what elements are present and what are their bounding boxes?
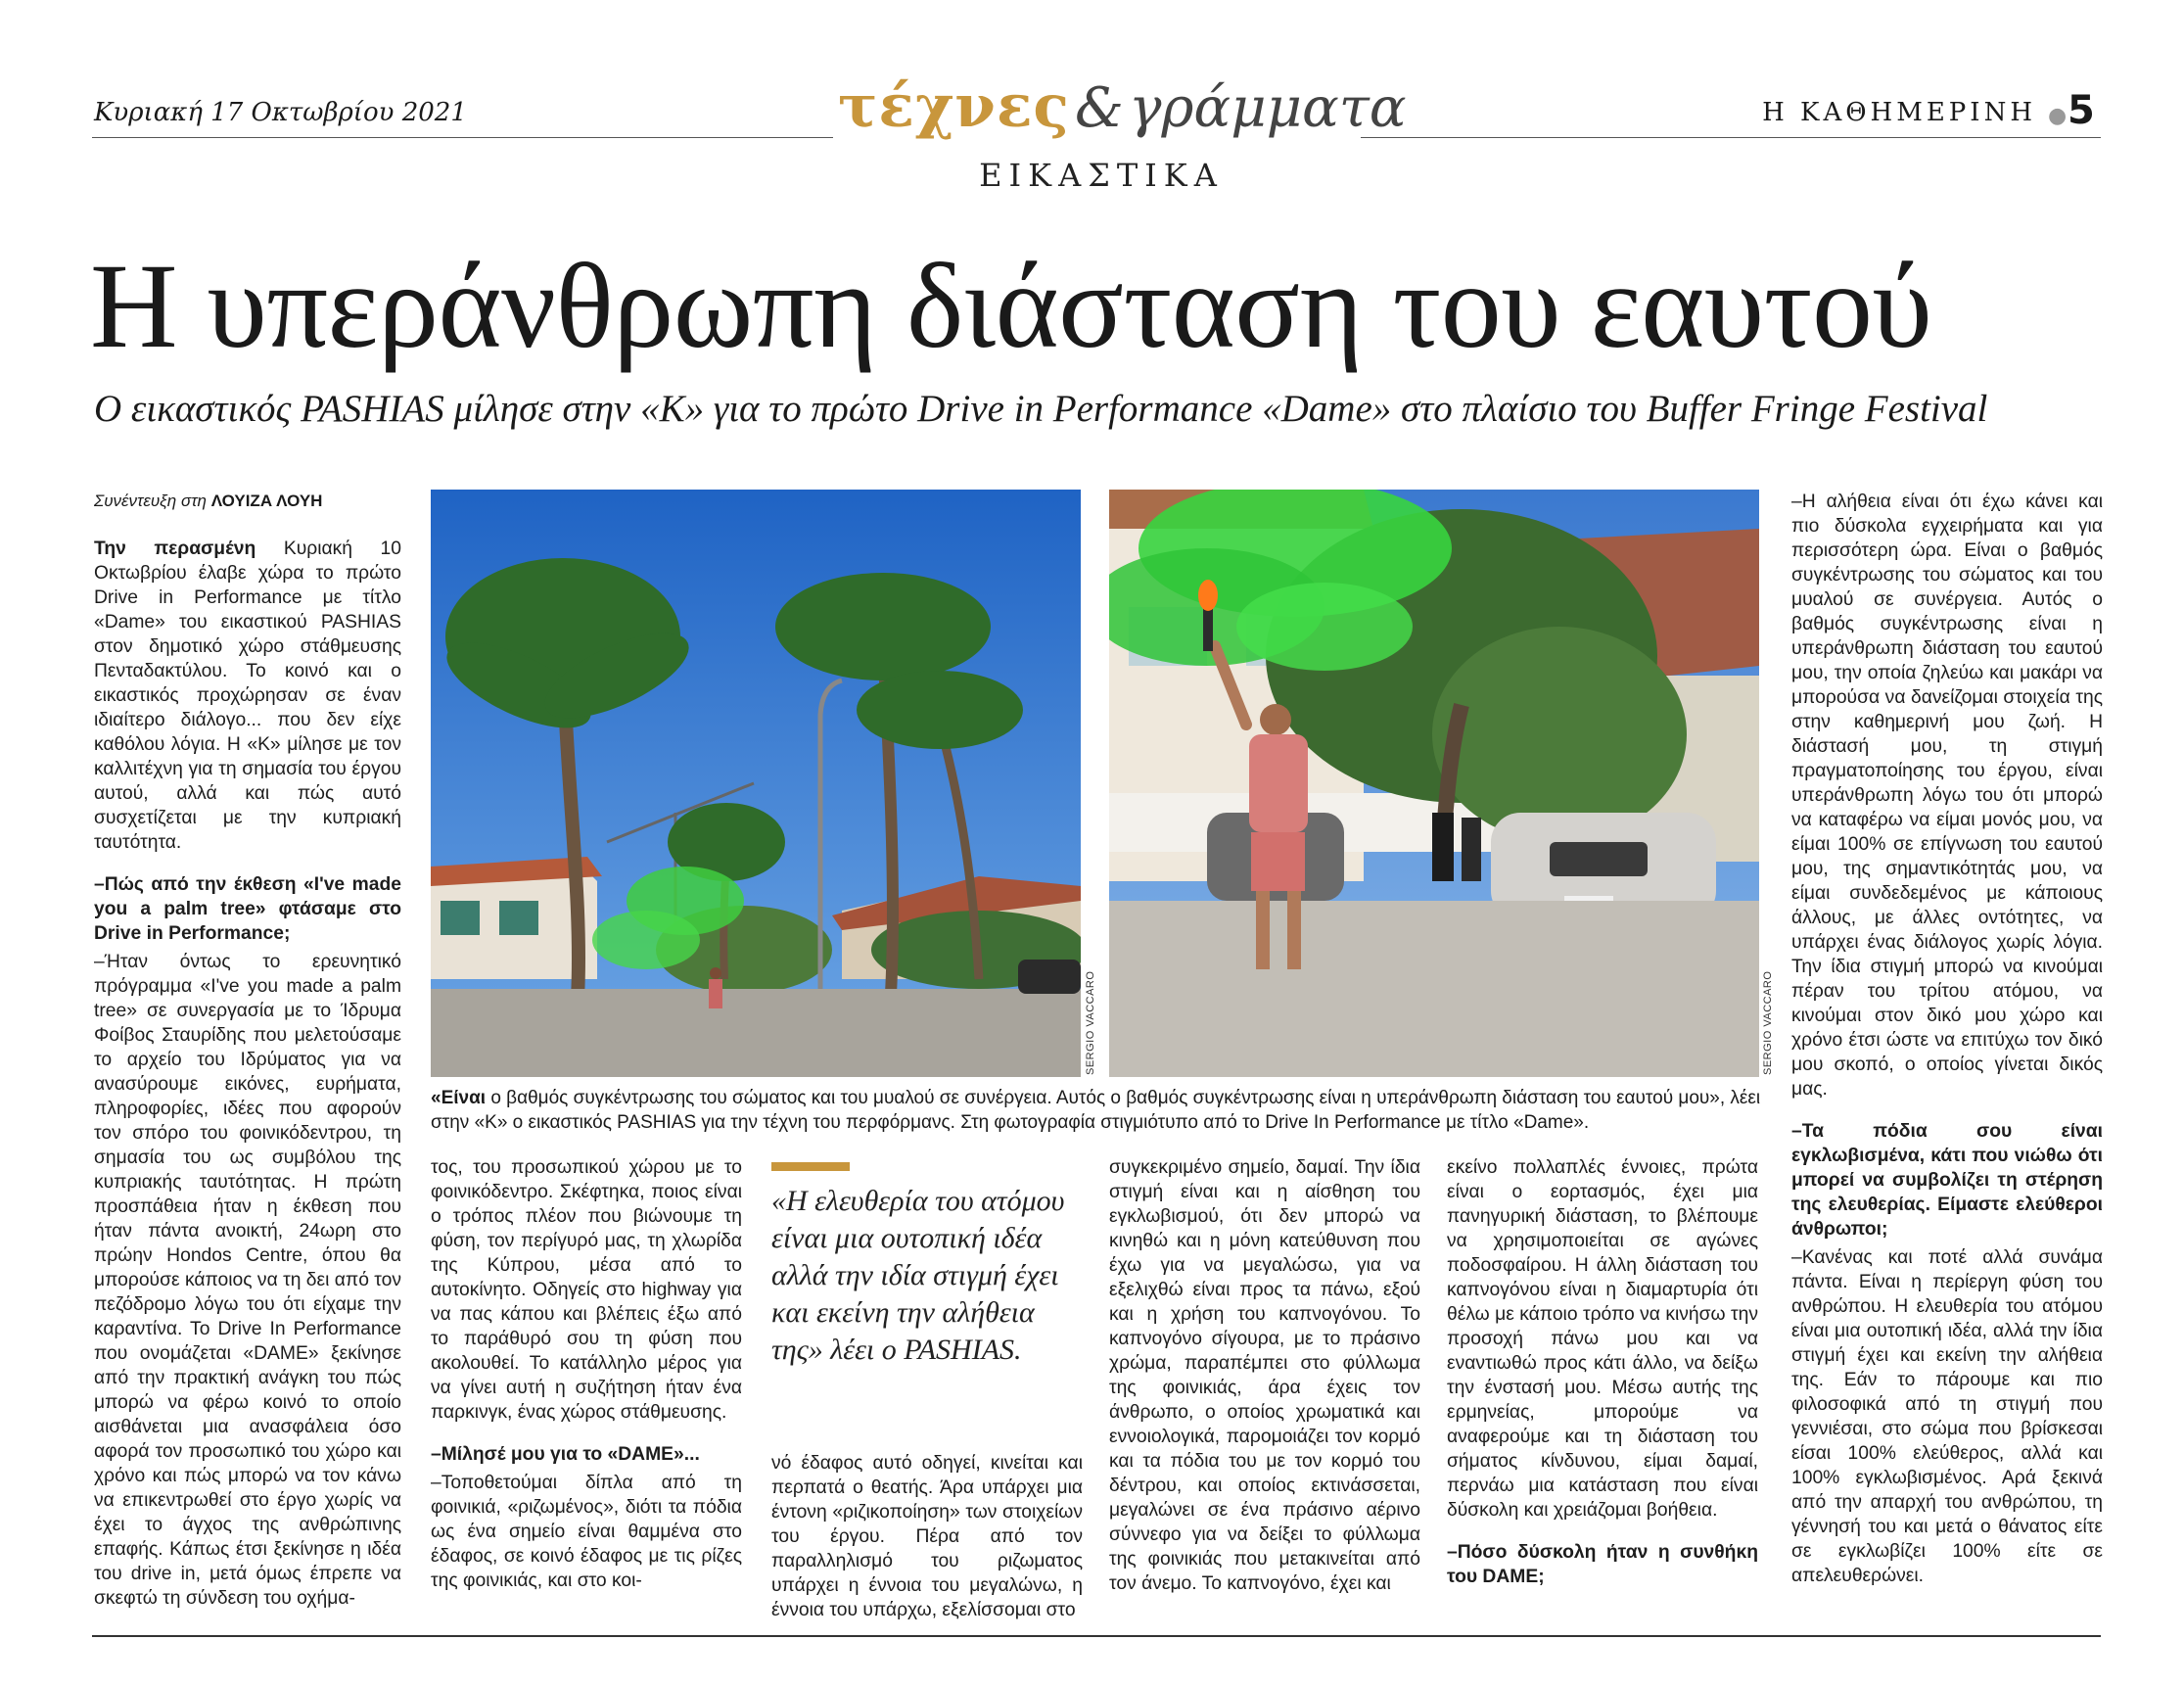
column-1: [94, 537, 401, 1611]
photo-palm-parking-graphic: [431, 490, 1081, 1077]
intro-text: Κυριακή 10 Οκτωβρίου έλαβε χώρα το πρώτο Drive in Performance με τίτλο «Dame» του εικαστικού PASHIAS στον δημοτικό χώρο στάθμευσης Πενταδακτύλου. Το κοινό και ο εικαστικός προχώρησαν σε έναν ιδιαίτερο διάλογο... που δεν είχε καθόλου λόγια. Η «Κ» μίλησε με τον καλλιτέχνη για τη σημασία του έργου αυτού, αλλά και πώς αυτό συσχετίζεται με την κυπριακή ταυτότητα.: [94, 539, 401, 853]
photo-performer-flare-graphic: [1109, 490, 1759, 1077]
photo-credit-2: SERGIO VACCARO: [1762, 970, 1774, 1075]
section-logo: [838, 72, 1407, 141]
column-5: [1447, 1155, 1758, 1593]
logo-sub-word: γράμματα: [1129, 76, 1407, 140]
column-6: [1791, 490, 2103, 1588]
logo-main-word: τέχνες: [838, 72, 1070, 141]
answer-4: –Κανένας και ποτέ αλλά συνάμα πάντα. Είναι η περίεργη φύση του ανθρώπου. Η ελευθερία του ατόμου είναι μια ουτοπική ιδέα, αλλά την ίδια στιγμή έχει και εκείνη την αλήθεια της. Εάν το πάρουμε και πιο φιλοσοφικά από τη στιγμή που γεννιέσαι, στο σώμα που βρίσκεσαι είσαι 100% ελεύθερος, αλλά και 100% εγκλωβισμένος. Αρά ξεκινά από την απαρχή του ανθρώπου, τη γέννησή του και μετά ο θάνατος είτε σε εγκλωβίζει 100% είτε σε απελευθερώνει.: [1791, 1247, 2103, 1586]
page-bottom-rule: [92, 1635, 2101, 1637]
column-4: [1109, 1155, 1420, 1596]
answer-3: –Η αλήθεια είναι ότι έχω κάνει και πιο δύσκολα εγχειρήματα και για περισσότερη ώρα. Είναι ο βαθμός συγκέντρωσης του σώματος και του μυαλού σε συνέργεια. Αυτός ο βαθμός συγκέντρωσης είναι η υπεράνθρωπη διάσταση του εαυτού μου, την οποία ζηλεύω και μακάρι να μπορούσα να δανείζομαι στοιχεία της στην καθημερινή μου ζωή. Η διάστασή μου, τη στιγμή πραγματοποίησης του έργου, είναι υπεράνθρωπη λόγω του ότι μπορώ να καταφέρω να είμαι μονός μου, να είμαι 100% σε επίγνωση του εαυτού μου, της σημαντικότητάς μου, να είμαι συνδεδεμένος με κάποιους άλλους, με άλλες οντότητες, να υπάρχει ένας διάλογος χωρίς λόγια. Την ίδια στιγμή μπορώ να κινούμαι πέραν του τρίτου ατόμου, να κινούμαι στον δικό μου χώρο και χρόνο έτσι ώστε να επιτύχω τον δικό μου σκοπό, ο οποίος γίνεται δικός μας.: [1791, 492, 2103, 1100]
photo-performer-flare: [1109, 490, 1759, 1077]
caption-text: ο βαθμός συγκέντρωσης του σώματος και του μυαλού σε συνέργεια. Αυτός ο βαθμός συγκέντρωσης είναι η υπεράνθρωπη διάσταση του εαυτού μου», λέει στην «Κ» ο εικαστικός PASHIAS για την τέχνη του περφόρμανς. Στη φωτογραφία στιγμιότυπο από το Drive In Performance με τίτλο «Dame».: [431, 1088, 1761, 1133]
article-subheadline: Ο εικαστικός PASHIAS μίλησε στην «Κ» για το πρώτο Drive in Performance «Dame» στο πλαίσιο του Buffer Fringe Festival: [94, 388, 1988, 430]
caption-lead: «Είναι: [431, 1088, 487, 1108]
pull-quote-bar: [771, 1162, 850, 1171]
page-number: 5: [2068, 88, 2095, 133]
photo-caption: [431, 1086, 1762, 1135]
newspaper-name: Η ΚΑΘΗΜΕΡΙΝΗ: [1762, 98, 2036, 127]
column-3: [771, 1451, 1083, 1622]
byline: [94, 492, 322, 511]
masthead-rule-right: [1361, 137, 2101, 138]
photo-palm-parking: [431, 490, 1081, 1077]
question-3: –Πόσο δύσκολη ήταν η συνθήκη του DAME;: [1447, 1542, 1758, 1587]
column-2-text: τος, του προσωπικού χώρου με το φοινικόδεντρο. Σκέφτηκα, ποιος είναι ο τρόπος πλέον που βιώνουμε τη φύση, τον περίγυρό μας, τη χλωρίδα της Κύπρου, μέσα από το αυτοκίνητο. Οδηγείς στο highway για να πας κάπου και βλέπεις έξω από το παράθυρό σου τη φύση που ακολουθεί. Το κατάλληλο μέρος για να γίνει αυτή η συζήτηση ήταν ένα παρκινγκ, ένας χώρος στάθμευσης.: [431, 1157, 742, 1423]
question-4: –Τα πόδια σου είναι εγκλωβισμένα, κάτι που νιώθω ότι μπορεί να συμβολίζει τη στέρηση της ελευθερίας. Είμαστε ελεύθεροι άνθρωποι;: [1791, 1121, 2103, 1240]
column-2: [431, 1155, 742, 1593]
byline-author: ΛΟΥΙΖΑ ΛΟΥΗ: [210, 492, 323, 510]
masthead-rule-left: [92, 137, 833, 138]
photo-credit-1: SERGIO VACCARO: [1085, 970, 1096, 1075]
answer-1: –Ήταν όντως το ερευνητικό πρόγραμμα «I've you made a palm tree» σε συνεργασία με το Ίδρυμα Φοίβος Σταυρίδης που μελετούσαμε το αρχείο του Ιδρύματος για να ανασύρουμε εικόνες, ευρήματα, πληροφορίες, ιδέες που αφορούν τον σπόρο του φοινικόδεντρου, τη σημασία του ως συμβόλου της κυπριακής ταυτότητας. Η πρώτη προσπάθεια ήταν η έκθεση που ήταν πάντα ανοικτή, 24ωρη στο πρώην Hondos Centre, όπου θα μπορούσε κάποιος να τη δει από τον πεζόδρομο λόγω του ότι είχαμε την καραντίνα. Το Drive In Performance που ονομάζεται «DAME» ξεκίνησε από την πρακτική ανάγκη του πώς μπορώ να φέρω κοινό το οποίο αισθάνεται μια ανασφάλεια όσο αφορά τον προσωπικό του χώρο και χρόνο και πώς μπορώ να τον κάνω να επικεντρωθεί στο έργο χωρίς να έχει το άγχος της ανθρώπινης επαφής. Κάπως έτσι ξεκίνησε η ιδέα του drive in, μετά όμως έπρεπε να σκεφτώ τη σύνδεση του οχήμα-: [94, 952, 401, 1609]
column-5-text: εκείνο πολλαπλές έννοιες, πρώτα είναι ο εορτασμός, έχει μια πανηγυρική διάσταση, το βλέπουμε να χρησιμοποιείται σε αγώνες ποδοσφαίρου. Η άλλη διάσταση του καπνογόνου είναι η διαμαρτυρία ότι θέλω με κάποιο τρόπο να κινήσω την προσοχή πάνω μου και να εναντιωθώ προς κάτι άλλο, να δείξω την ένστασή μου. Μέσω αυτής της ερμηνείας, μπορούμε να αναφερούμε και τη διάσταση του σήματος κίνδυνου, είμαι δαμαί, περνάω μια κατάσταση που είναι δύσκολη και χρειάζομαι βοήθεια.: [1447, 1157, 1758, 1521]
section-label: ΕΙΚΑΣΤΙΚΑ: [979, 157, 1224, 194]
issue-date: Κυριακή 17 Οκτωβρίου 2021: [94, 98, 467, 127]
logo-ampersand: &: [1075, 76, 1124, 140]
article-headline: Η υπεράνθρωπη διάσταση του εαυτού: [90, 239, 1932, 373]
question-1: –Πώς από την έκθεση «I've made you a palm tree» φτάσαμε στο Drive in Performance;: [94, 874, 401, 944]
intro-lead: Την περασμένη: [94, 539, 256, 559]
byline-prefix: Συνέντευξη στη: [94, 492, 207, 510]
pull-quote: «Η ελευθερία του ατόμου είναι μια ουτοπική ιδέα αλλά την ιδία στιγμή έχει και εκείνη την αλήθεια της» λέει ο PASHIAS.: [771, 1185, 1065, 1366]
column-4-text: συγκεκριμένο σημείο, δαμαί. Την ίδια στιγμή είναι και η αίσθηση του εγκλωβισμού, ότι δεν μπορώ να κινηθώ και η μόνη κατεύθυνση που έχω για να μεγαλώσω, για να εξελιχθώ είναι προς τα πάνω, εξού και η χρήση του καπνογόνου. Το καπνογόνο σίγουρα, με το πράσινο χρώμα, παραπέμπει στο φύλλωμα της φοινικιάς, άρα έχεις τον άνθρωπο, ο οποίος χρωματικά και εννοιολογικά, παρομοιάζει τον κορμό και τα πόδια του με τον κορμό του δέντρου, και οποίος εκτινάσσεται, μεγαλώνει σε ένα πράσινο αέρινο σύννεφο για να δείξει το φύλλωμα της φοινικιάς που μετακινείται από τον άνεμο. Το καπνογόνο, έχει και: [1109, 1157, 1420, 1594]
question-2: –Μίλησέ μου για το «DAME»...: [431, 1444, 700, 1465]
column-3-text: νό έδαφος αυτό οδηγεί, κινείται και περπατά ο θεατής. Άρα υπάρχει μια έντονη «ριζικοποίηση» των στοιχείων του έργου. Πέρα από τον παραλληλισμό του ριζωματος υπάρχει η έννοια του μεγαλώνω, η έννοια του υπάρχω, εξελίσσομαι στο: [771, 1453, 1083, 1620]
bullet-separator: ●: [2048, 104, 2068, 128]
answer-2: –Τοποθετούμαι δίπλα από τη φοινικιά, «ριζωμένος», διότι τα πόδια ως ένα σημείο είναι θαμμένα στο έδαφος, σε κοινό έδαφος με τις ρίζες της φοινικιάς, και στο κοι-: [431, 1473, 742, 1591]
